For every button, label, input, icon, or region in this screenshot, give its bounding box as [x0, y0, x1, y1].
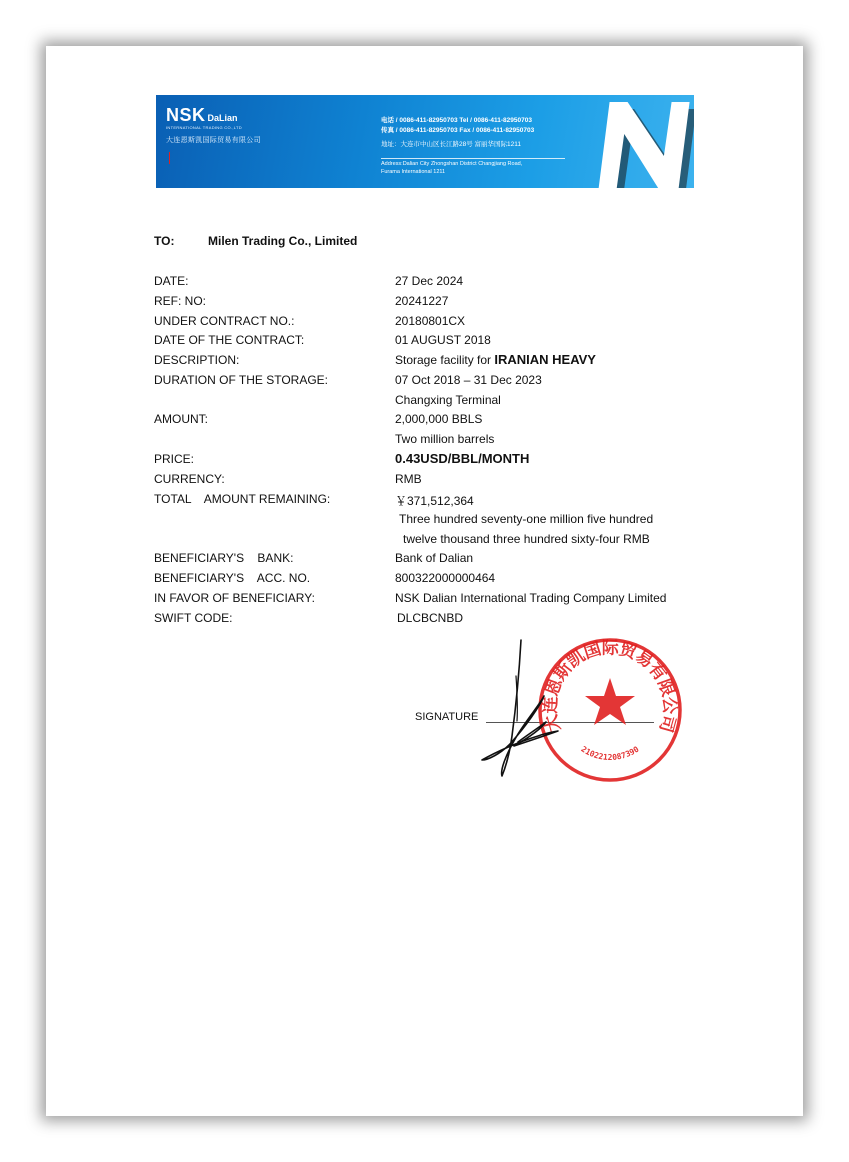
- fax-line: 传真 / 0086-411-82950703 Fax / 0086-411-82950703: [381, 126, 535, 134]
- logo-brand: NSK: [166, 105, 206, 125]
- contract-label: UNDER CONTRACT NO.:: [154, 314, 295, 328]
- logo-accent-mark: [169, 152, 170, 164]
- document-page: [46, 46, 803, 1116]
- recipient-line: [154, 234, 357, 248]
- company-logo: [166, 105, 261, 145]
- tel-line: 电话 / 0086-411-82950703 Tel / 0086-411-82950703: [381, 117, 532, 124]
- ref-label: REF: NO:: [154, 294, 207, 308]
- seal-company-name: 大连恩斯凯国际贸易有限公司: [540, 638, 680, 734]
- letterhead-divider: [381, 158, 565, 159]
- total-label: TOTAL AMOUNT REMAINING:: [154, 492, 331, 506]
- seal-star-icon: [585, 678, 635, 725]
- letterhead-banner: [156, 95, 694, 188]
- date-label: DATE:: [154, 274, 189, 288]
- price-value: 0.43USD/BBL/MONTH: [395, 451, 530, 466]
- contract-date-label: DATE OF THE CONTRACT:: [154, 333, 305, 347]
- amount-value: 2,000,000 BBLS: [395, 412, 483, 426]
- contract-date-value: 01 AUGUST 2018: [395, 333, 491, 347]
- total-words-line-1: Three hundred seventy-one million five hundred: [399, 512, 654, 526]
- swift-value: DLCBCNBD: [397, 611, 464, 625]
- svg-text:2102212087390: [579, 744, 640, 762]
- logo-english-name: INTERNATIONAL TRADING CO.,LTD: [166, 125, 242, 130]
- description-prefix: Storage facility for: [395, 353, 495, 367]
- letterhead-contacts: [381, 116, 534, 150]
- description-value: [395, 352, 596, 367]
- contract-value: 20180801CX: [395, 314, 466, 328]
- recipient-name: Milen Trading Co., Limited: [208, 234, 358, 248]
- account-value: 800322000000464: [395, 571, 496, 585]
- currency-value: RMB: [395, 472, 422, 486]
- ref-value: 20241227: [395, 294, 449, 308]
- amount-label: AMOUNT:: [154, 412, 208, 426]
- signature-label: SIGNATURE: [415, 711, 479, 723]
- description-product: IRANIAN HEAVY: [494, 352, 596, 367]
- total-value: ￥371,512,364: [395, 494, 474, 508]
- letterhead-address-english: [381, 161, 522, 176]
- seal-number: 2102212087390: [579, 744, 641, 762]
- beneficiary-value: NSK Dalian International Trading Company Limited: [395, 591, 667, 605]
- terminal-value: Changxing Terminal: [395, 393, 501, 407]
- handwritten-signature: [466, 636, 586, 781]
- currency-label: CURRENCY:: [154, 472, 225, 486]
- address-english-line-1: Address:Dalian City Zhongshan District Changjiang Road,: [381, 161, 523, 167]
- swift-label: SWIFT CODE:: [154, 611, 233, 625]
- price-label: PRICE:: [154, 452, 195, 466]
- logo-chinese-name: 大连恩斯凯国际贸易有限公司: [166, 137, 261, 144]
- date-value: 27 Dec 2024: [395, 274, 464, 288]
- n-logo-icon: [586, 98, 694, 188]
- to-label: TO:: [154, 234, 175, 248]
- logo-brand-sub: DaLian: [207, 113, 238, 123]
- bank-label: BENEFICIARY'S BANK:: [154, 551, 294, 565]
- beneficiary-label: IN FAVOR OF BENEFICIARY:: [154, 591, 315, 605]
- bank-value: Bank of Dalian: [395, 551, 474, 565]
- address-english-line-2: Furama International 1211: [381, 168, 446, 175]
- address-chinese: 地址：大连市中山区长江路28号 富丽华国际1211: [381, 141, 522, 148]
- duration-value: 07 Oct 2018 – 31 Dec 2023: [395, 373, 542, 387]
- total-words-line-2: twelve thousand three hundred sixty-four RMB: [403, 532, 650, 546]
- amount-words: Two million barrels: [395, 432, 495, 446]
- logo-letter: N: [586, 98, 587, 99]
- account-label: BENEFICIARY'S ACC. NO.: [154, 571, 311, 585]
- description-label: DESCRIPTION:: [154, 353, 240, 367]
- duration-label: DURATION OF THE STORAGE:: [154, 373, 329, 387]
